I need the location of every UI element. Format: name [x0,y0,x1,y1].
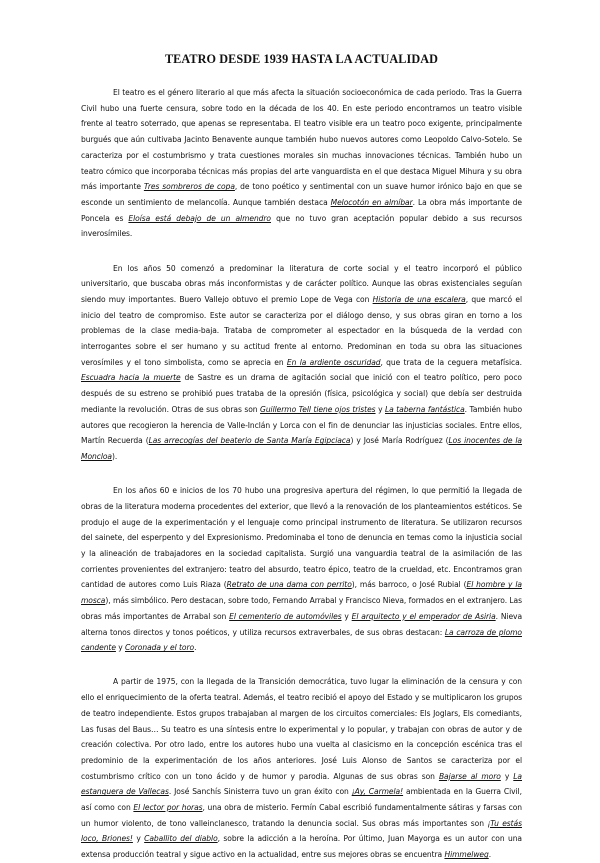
work-title: El arquitecto y el emperador de Asiria [351,611,496,621]
paragraph-text: ambientada en la Guerra Civil, así como con [81,787,522,813]
document-title: TEATRO DESDE 1939 HASTA LA ACTUALIDAD [164,52,439,66]
paragraph-text: , que trata de la ceguera metafísica. [380,357,522,367]
paragraph-text: de Sastre es un drama de agitación social que inició con el teatro político, pero poco después de su estreno se prohibió pues trataba de la opresión (física, psicológica y social) que debía ser destruida mediante la revolución. Otras de sus obras son [81,373,522,414]
paragraph-text: , sobre la adicción a la heroína. Por último, Juan Mayorga es un autor con una extensa producción teatral y sigue activo en la actualidad, entre sus mejores obras se encuentra [81,834,522,860]
paragraph-text: que no tuvo gran aceptación popular debido a sus recursos inverosímiles. [81,213,523,239]
work-title: El hombre y la mosca [81,580,522,606]
work-title: Las arrecogías del beaterio de Santa María Egipciaca [148,436,351,446]
work-title: Historia de una escalera [372,294,466,304]
work-title: ¡Tu estás loco, Briones! [81,818,522,844]
paragraph-text: ). [111,451,118,461]
paragraph-text: y [341,611,352,621]
paragraph-text: . También hubo autores que recogieron la herencia de Valle-Inclán y Lorca con el fin de denunciar las injusticias sociales. Entre ellos, Martín Recuerda ( [81,404,523,446]
work-title: Coronada y el toro [125,643,195,653]
paragraph-text: A partir de 1975, con la llegada de la Transición democrática, tuvo lugar la eliminación de la censura y con ello el enriquecimiento de la oferta teatral. Además, el teatro recibió el apoyo del Estado y se multiplicaron los grupos de teatro independiente. Estos grupos trabajaban al margen de los circuitos comerciales: Els Joglars, Els comediants, Las fusas del Baus… Su teatro es una síntesis entre lo experimental y lo popular, y trabajan con obras de autor y de creación colectiva. Por otro lado, entre los autores hubo una vuelta al clasicismo en la concepción escénica tras el predominio de la experimentación de los años anteriores. José Luis Alonso de Santos se caracteriza por el costumbrismo crítico con un tono ácido y de humor y parodia. Algunas de sus obras son [81,677,522,781]
paragraph-text: , una obra de misterio. Fermín Cabal escribió fundamentalmente sátiras y farsas con un humor violento, de tono valleinclanesco, tratando la denuncia social. Sus obras más importantes son [81,803,523,828]
work-title: Caballito del diablo [144,834,218,844]
work-title: Los inocentes de la Moncloa [81,436,523,461]
paragraph-1950s [81,261,522,465]
paragraph-text: y [132,834,145,844]
work-title: La carroza de plomo candente [81,627,522,653]
paragraph-text: El teatro es el género literario al que más afecta la situación socioeconómica de cada periodo. Tras la Guerra Civil hubo una fuerte censura, sobre todo en la década de los 40. En este periodo encontramos un teatro visible frente al teatro soterrado, que apenas se representaba. El teatro visible era un teatro poco exigente, principalmente burgués que aún cultivaba Jacinto Benavente aunque también hubo nuevos autores como Leopoldo Calvo-Sotelo. Se caracteriza por el costumbrismo y trata cuestiones morales sin muchas innovaciones técnicas. También hubo un teatro cómico que incorporaba técnicas más propias del arte vanguardista en el que destaca Miguel Mihura y su obra más importante [81,88,522,192]
paragraph-text: . [488,850,492,860]
work-title: Bajarse al moro [438,771,501,781]
paragraph-1960s [81,483,522,656]
paragraph-text: , de tono poético y sentimental con un suave humor irónico bajo en que se esconde un sentimiento de melancolía. Aunque también destaca [81,182,523,207]
paragraph-text: , que marcó el inicio del teatro de compromiso. Este autor se caracteriza por el diálogo denso, y sus obras giran en torno a los problemas de la clase media-baja. Trataba de comprometer al espectador en la búsqueda de la verdad con interrogantes sobre el ser humano y su actitud frente al entorno. Predominan en toda su obra las situaciones verosímiles y el tono simbolista, como se aprecia en [81,294,522,367]
paragraph-transition [81,674,522,862]
paragraph-text: y [375,404,385,414]
work-title: El cementerio de automóviles [229,611,342,621]
work-title: ¡Ay, Carmela! [351,787,404,797]
work-title: La taberna fantástica [385,404,465,414]
paragraph-text: . José Sanchís Sinisterra tuvo un gran éxito con [168,787,352,797]
work-title: Eloísa está debajo de un almendro [128,213,271,223]
paragraph-text: ), más barroco, o José Rubial ( [351,580,467,590]
paragraph-text: En los años 60 e inicios de los 70 hubo una progresiva apertura del régimen, lo que permitió la llegada de obras de la literatura moderna procedentes del exterior, que llevó a la renovación de los planteamientos estéticos. Se produjo el auge de la experimentación y el lenguaje como principal instrumento de literatura. Se utilizaron recursos del sainete, del esperpento y del Expresionismo. Predominaba el tono de denuncia en temas como la injusticia social y la alineación de trabajadores en la sociedad capitalista. Surgió una vanguardia teatral de la asimilación de las corrientes provenientes del extranjero: teatro del absurdo, teatro épico, teatro de la crueldad, etc. Encontramos gran cantidad de autores como Luis Riaza ( [81,486,522,590]
work-title: Tres sombreros de copa [143,182,235,192]
work-title: Himmelweg [444,850,489,860]
work-title: El lector por horas [133,803,203,813]
work-title: La estanquera de Vallecas [81,771,522,797]
document-body [81,85,522,863]
paragraph-text: ), más simbólico. Pero destacan, sobre todo, Fernando Arrabal y Francisco Nieva, formados en el extranjero. Las obras más importantes de Arrabal son [81,596,522,621]
work-title: Melocotón en almíbar [330,197,413,207]
work-title: En la ardiente oscuridad [286,357,381,367]
paragraph-text: y [115,643,125,653]
work-title: Guillermo Tell tiene ojos tristes [260,404,376,414]
paragraph-text: y [500,771,514,781]
paragraph-text: En los años 50 comenzó a predominar la literatura de corte social y el teatro incorporó el público universitario, que buscaba obras más inconformistas y de carácter político. Aunque las obras existenciales seguían siendo muy importantes. Buero Vallejo obtuvo el premio Lope de Vega con [81,263,522,304]
paragraph-1940s [81,85,522,242]
paragraph-text: . La obra más importante de Poncela es [81,197,522,223]
work-title: Retrato de una dama con perrito [226,580,352,590]
work-title: Escuadra hacia la muerte [81,373,181,383]
paragraph-text: . Nieva alterna tonos directos y tonos poéticos, y utiliza recursos extraverbales, de sus obras destacan: [81,611,523,637]
paragraph-text: ) y José María Rodríguez ( [350,436,449,446]
paragraph-text: . [194,643,197,653]
